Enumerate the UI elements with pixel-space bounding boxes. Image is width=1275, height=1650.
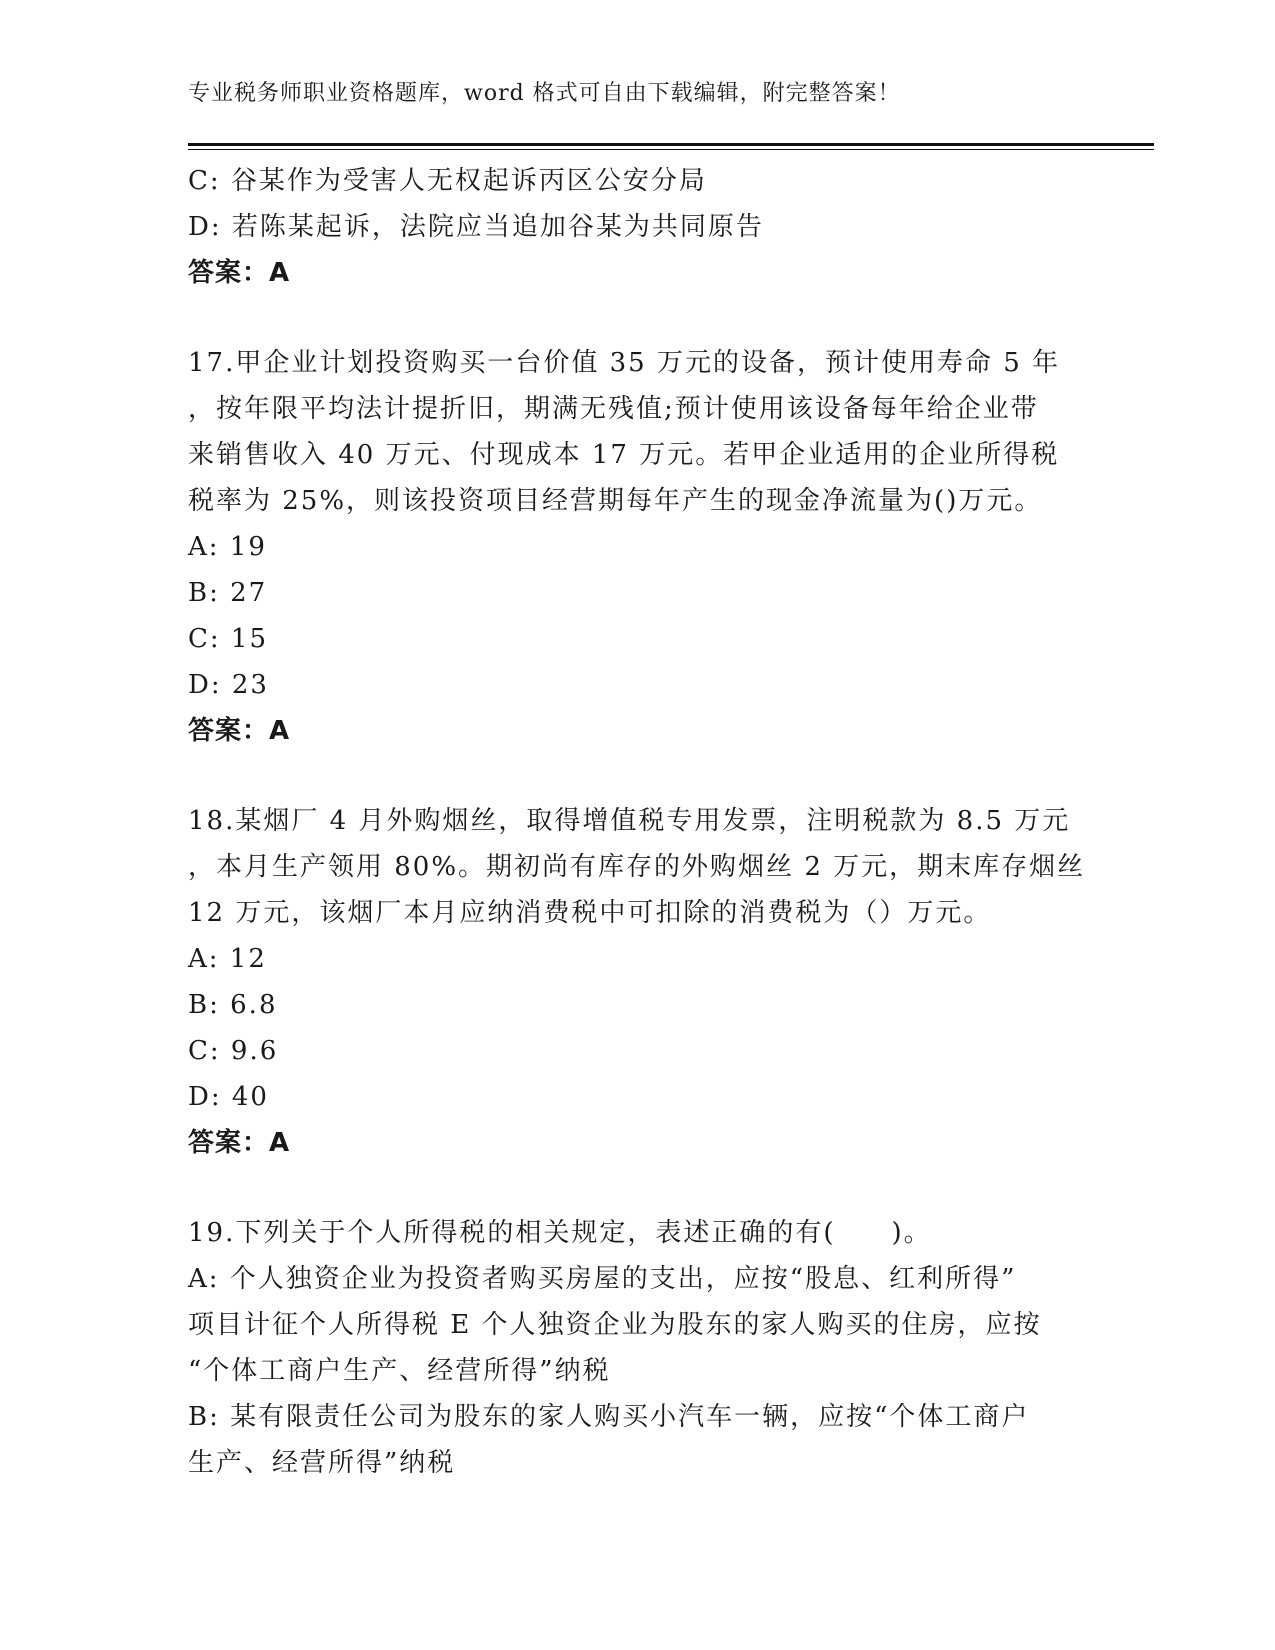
page-header-text: 专业税务师职业资格题库，word 格式可自由下载编辑，附完整答案！: [188, 81, 901, 106]
document-body: [188, 158, 1088, 1486]
q17-stem-line: 来销售收入 40 万元、付现成本 17 万元。若甲企业适用的企业所得税: [188, 440, 1060, 470]
q18-answer: 答案：A: [188, 1128, 291, 1158]
spacer: [188, 1166, 1088, 1210]
q17-option-d: D: 23: [188, 670, 269, 700]
spacer: [188, 754, 1088, 798]
q17-option-a: A: 19: [188, 532, 267, 562]
q19-stem-line: 19.下列关于个人所得税的相关规定，表述正确的有( )。: [188, 1218, 932, 1248]
q19-option-b-line: 生产、经营所得”纳税: [188, 1448, 456, 1478]
q17-stem-line: ，按年限平均法计提折旧，期满无残值;预计使用该设备每年给企业带: [188, 394, 1039, 424]
q17-stem-line: 税率为 25%，则该投资项目经营期每年产生的现金净流量为()万元。: [188, 486, 1043, 516]
q17-stem-line: 17.甲企业计划投资购买一台价值 35 万元的设备，预计使用寿命 5 年: [188, 348, 1061, 378]
q18-option-b: B: 6.8: [188, 990, 278, 1020]
q17-answer: 答案：A: [188, 716, 291, 746]
q19-option-a-line: 项目计征个人所得税 E 个人独资企业为股东的家人购买的住房，应按: [188, 1310, 1042, 1340]
q18-option-c: C: 9.6: [188, 1036, 279, 1066]
q18-stem-line: 18.某烟厂 4 月外购烟丝，取得增值税专用发票，注明税款为 8.5 万元: [188, 806, 1071, 836]
spacer: [188, 296, 1088, 340]
q17-option-c: C: 15: [188, 624, 269, 654]
q18-stem-line: 12 万元，该烟厂本月应纳消费税中可扣除的消费税为（）万元。: [188, 898, 992, 928]
q17-option-b: B: 27: [188, 578, 268, 608]
header-rule-thick: [188, 143, 1154, 146]
q19-option-a-line: “个体工商户生产、经营所得”纳税: [188, 1356, 611, 1386]
q18-option-d: D: 40: [188, 1082, 269, 1112]
q16-option-c: C: 谷某作为受害人无权起诉丙区公安分局: [188, 166, 707, 196]
q19-option-a-line: A: 个人独资企业为投资者购买房屋的支出，应按“股息、红利所得”: [188, 1264, 1017, 1294]
q18-option-a: A: 12: [188, 944, 267, 974]
q18-stem-line: ，本月生产领用 80%。期初尚有库存的外购烟丝 2 万元，期末库存烟丝: [188, 852, 1086, 882]
q16-option-d: D: 若陈某起诉，法院应当追加谷某为共同原告: [188, 212, 764, 242]
header-rule-thin: [188, 149, 1154, 150]
q19-option-b-line: B: 某有限责任公司为股东的家人购买小汽车一辆，应按“个体工商户: [188, 1402, 1030, 1432]
q16-answer: 答案：A: [188, 258, 291, 288]
